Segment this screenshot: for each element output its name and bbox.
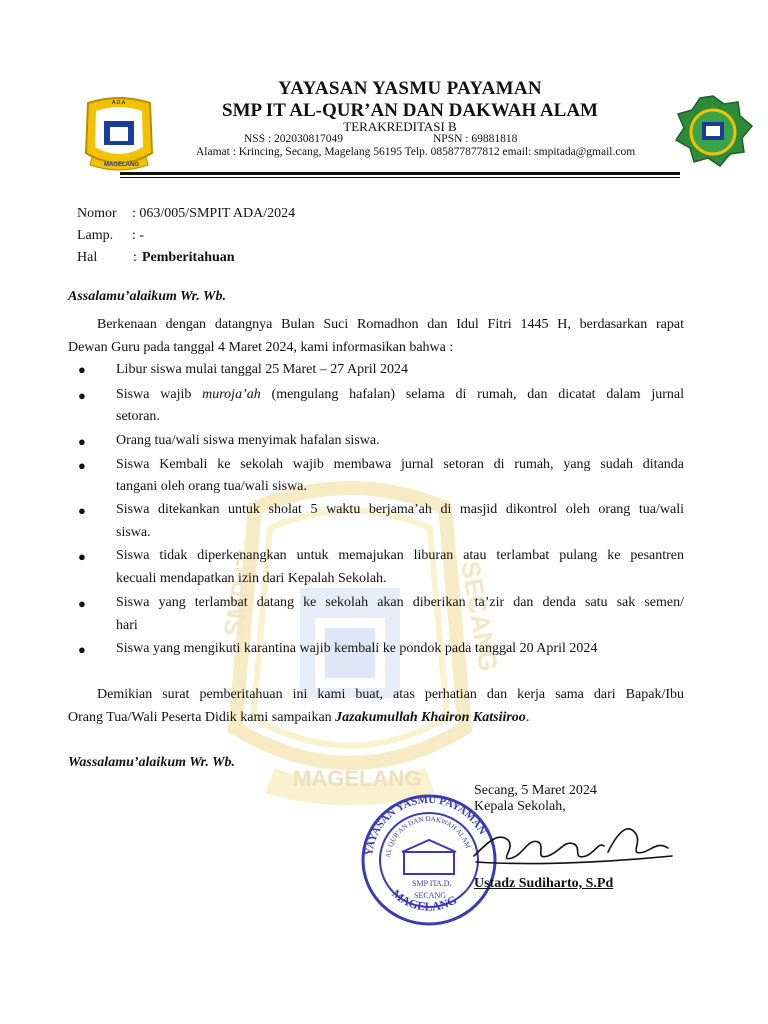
bullet-dot: ●	[78, 549, 86, 564]
nomor-label: Nomor	[77, 206, 117, 221]
bullet-2-line-2: setoran.	[116, 409, 160, 424]
school-name: SMP IT AL-QUR’AN DAN DAKWAH ALAM	[222, 100, 598, 121]
bullet-dot: ●	[78, 642, 86, 657]
school-address: Alamat : Krincing, Secang, Magelang 56195 Telp. 085877877812 email: smpitada@gmail.com	[196, 146, 636, 158]
bullet-7-line-1: Siswa yang terlambat datang ke sekolah akan diberikan ta’zir dan denda satu sak semen/	[116, 595, 684, 610]
lamp-value: : -	[132, 228, 145, 243]
header-divider-thin	[120, 177, 680, 178]
bullet-6-line-1: Siswa tidak diperkenangkan untuk memajukan liburan atau terlambat pulang ke pesantren	[116, 548, 684, 563]
signature-place-date: Secang, 5 Maret 2024	[474, 783, 597, 798]
stamp-top-text: YAYASAN YASMU PAYAMAN	[363, 793, 489, 857]
signature-position: Kepala Sekolah,	[474, 799, 566, 814]
stamp-ad-text: A.D.	[436, 879, 452, 888]
intro-line-1: Berkenaan dengan datangnya Bulan Suci Romadhon dan Idul Fitri 1445 H, berdasarkan rapat	[97, 317, 684, 332]
logo-left-top: A.D.A	[112, 100, 126, 106]
watermark-ribbon-text: MAGELANG	[293, 766, 422, 791]
bullet-8: Siswa yang mengikuti karantina wajib kembali ke pondok pada tanggal 20 April 2024	[116, 641, 598, 656]
hal-separator: :	[133, 250, 137, 265]
farewell: Wassalamu’alaikum Wr. Wb.	[68, 755, 236, 770]
stamp-bottom-text: MAGELANG	[389, 886, 460, 914]
nss-number: NSS : 202030817049	[244, 133, 344, 145]
bullet-5-line-1: Siswa ditekankan untuk sholat 5 waktu berjama’ah di masjid dikontrol oleh orang tua/wali	[116, 502, 684, 517]
nomor-value: : 063/005/SMPIT ADA/2024	[132, 206, 296, 221]
principal-name: Ustadz Sudiharto, S.Pd	[474, 876, 614, 891]
bullet-1: Libur siswa mulai tanggal 25 Maret – 27 April 2024	[116, 362, 409, 377]
bullet-5-line-2: siswa.	[116, 525, 151, 540]
bullet-4-line-1: Siswa Kembali ke sekolah wajib membawa jurnal setoran di rumah, yang sudah ditanda	[116, 457, 684, 472]
bullet-2-line-1: Siswa wajib muroja’ah (mengulang hafalan) selama di rumah, dan dicatat dalam jurnal	[116, 387, 684, 402]
bullet-dot: ●	[78, 434, 86, 449]
intro-line-2: Dewan Guru pada tanggal 4 Maret 2024, kami informasikan bahwa :	[68, 340, 454, 355]
greeting: Assalamu’alaikum Wr. Wb.	[68, 289, 226, 304]
bullet-dot: ●	[78, 503, 86, 518]
watermark-right-text: SECANG	[455, 558, 504, 674]
hal-label: Hal	[77, 250, 98, 265]
bullet-3: Orang tua/wali siswa menyimak hafalan siswa.	[116, 433, 380, 448]
logo-left-ribbon: MAGELANG	[104, 162, 139, 168]
handwritten-signature	[468, 812, 678, 872]
bullet-dot: ●	[78, 388, 86, 403]
school-logo-right	[672, 94, 754, 170]
bullet-6-line-2: kecuali mendapatkan izin dari Kepalah Sekolah.	[116, 571, 387, 586]
closing-line-1: Demikian surat pemberitahuan ini kami buat, atas perhatian dan kerja sama dari Bapak/Ibu	[97, 687, 684, 702]
npsn-number: NPSN : 69881818	[433, 133, 518, 145]
accreditation: TERAKREDITASI B	[343, 119, 457, 134]
bullet-4-line-2: tangani oleh orang tua/wali siswa.	[116, 479, 307, 494]
bullet-dot: ●	[78, 362, 86, 377]
bullet-7-line-2: hari	[116, 618, 138, 633]
foundation-name: YAYASAN YASMU PAYAMAN	[278, 78, 542, 99]
stamp-inner-text: AL QUR'AN DAN DAKWAH ALAM	[384, 814, 473, 859]
stamp-secang-text: SECANG	[414, 891, 447, 900]
stamp-mid-text: SMP IT	[412, 879, 438, 888]
hal-value: Pemberitahuan	[142, 250, 235, 265]
bullet-dot: ●	[78, 458, 86, 473]
closing-line-2: Orang Tua/Wali Peserta Didik kami sampaikan Jazakumullah Khairon Katsiiroo.	[68, 710, 530, 725]
school-logo-left	[82, 95, 156, 171]
lamp-label: Lamp.	[77, 228, 114, 243]
bullet-dot: ●	[78, 596, 86, 611]
header-divider	[120, 172, 680, 175]
watermark-left-text: SMP IT	[217, 548, 262, 640]
